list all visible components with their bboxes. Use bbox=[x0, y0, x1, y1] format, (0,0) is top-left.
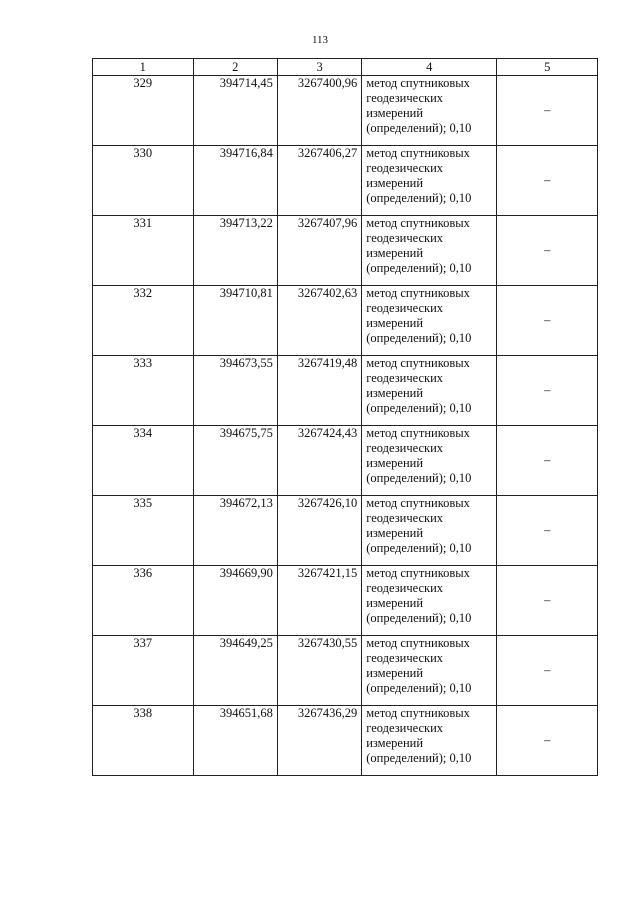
coordinate-y: 3267402,63 bbox=[277, 286, 361, 356]
coordinate-x: 394669,90 bbox=[193, 566, 277, 636]
coordinate-x: 394649,25 bbox=[193, 636, 277, 706]
table-row bbox=[93, 636, 598, 706]
coordinate-x: 394714,45 bbox=[193, 76, 277, 146]
note: – bbox=[497, 216, 598, 286]
coordinates-table bbox=[92, 58, 598, 776]
note: – bbox=[497, 286, 598, 356]
note: – bbox=[497, 706, 598, 776]
table-row bbox=[93, 216, 598, 286]
table-row bbox=[93, 146, 598, 216]
point-number: 332 bbox=[93, 286, 194, 356]
method-accuracy: метод спутниковых геодезических измерений (определений); 0,10 bbox=[362, 76, 497, 146]
column-header-1: 1 bbox=[93, 59, 194, 76]
coordinate-y: 3267421,15 bbox=[277, 566, 361, 636]
method-accuracy: метод спутниковых геодезических измерений (определений); 0,10 bbox=[362, 636, 497, 706]
point-number: 338 bbox=[93, 706, 194, 776]
coordinate-x: 394716,84 bbox=[193, 146, 277, 216]
table-row bbox=[93, 496, 598, 566]
coordinate-y: 3267406,27 bbox=[277, 146, 361, 216]
note: – bbox=[497, 496, 598, 566]
table-row bbox=[93, 76, 598, 146]
note: – bbox=[497, 76, 598, 146]
coordinate-x: 394651,68 bbox=[193, 706, 277, 776]
coordinate-x: 394673,55 bbox=[193, 356, 277, 426]
method-accuracy: метод спутниковых геодезических измерений (определений); 0,10 bbox=[362, 146, 497, 216]
coordinate-y: 3267419,48 bbox=[277, 356, 361, 426]
table-row bbox=[93, 706, 598, 776]
table-row bbox=[93, 426, 598, 496]
point-number: 330 bbox=[93, 146, 194, 216]
note: – bbox=[497, 636, 598, 706]
point-number: 335 bbox=[93, 496, 194, 566]
column-header-3: 3 bbox=[277, 59, 361, 76]
table-header-row bbox=[93, 59, 598, 76]
point-number: 333 bbox=[93, 356, 194, 426]
coordinate-x: 394675,75 bbox=[193, 426, 277, 496]
coordinate-y: 3267400,96 bbox=[277, 76, 361, 146]
note: – bbox=[497, 566, 598, 636]
table-row bbox=[93, 286, 598, 356]
method-accuracy: метод спутниковых геодезических измерений (определений); 0,10 bbox=[362, 216, 497, 286]
column-header-5: 5 bbox=[497, 59, 598, 76]
point-number: 331 bbox=[93, 216, 194, 286]
point-number: 337 bbox=[93, 636, 194, 706]
method-accuracy: метод спутниковых геодезических измерений (определений); 0,10 bbox=[362, 566, 497, 636]
note: – bbox=[497, 426, 598, 496]
point-number: 336 bbox=[93, 566, 194, 636]
page-number: 113 bbox=[311, 34, 329, 46]
table-row bbox=[93, 566, 598, 636]
coordinate-y: 3267436,29 bbox=[277, 706, 361, 776]
coordinate-y: 3267407,96 bbox=[277, 216, 361, 286]
coordinate-x: 394710,81 bbox=[193, 286, 277, 356]
table-row bbox=[93, 356, 598, 426]
method-accuracy: метод спутниковых геодезических измерений (определений); 0,10 bbox=[362, 496, 497, 566]
point-number: 329 bbox=[93, 76, 194, 146]
note: – bbox=[497, 146, 598, 216]
method-accuracy: метод спутниковых геодезических измерений (определений); 0,10 bbox=[362, 426, 497, 496]
coordinate-y: 3267424,43 bbox=[277, 426, 361, 496]
note: – bbox=[497, 356, 598, 426]
column-header-2: 2 bbox=[193, 59, 277, 76]
method-accuracy: метод спутниковых геодезических измерений (определений); 0,10 bbox=[362, 286, 497, 356]
point-number: 334 bbox=[93, 426, 194, 496]
coordinate-y: 3267430,55 bbox=[277, 636, 361, 706]
method-accuracy: метод спутниковых геодезических измерений (определений); 0,10 bbox=[362, 356, 497, 426]
column-header-4: 4 bbox=[362, 59, 497, 76]
coordinate-x: 394672,13 bbox=[193, 496, 277, 566]
coordinate-x: 394713,22 bbox=[193, 216, 277, 286]
method-accuracy: метод спутниковых геодезических измерений (определений); 0,10 bbox=[362, 706, 497, 776]
coordinate-y: 3267426,10 bbox=[277, 496, 361, 566]
